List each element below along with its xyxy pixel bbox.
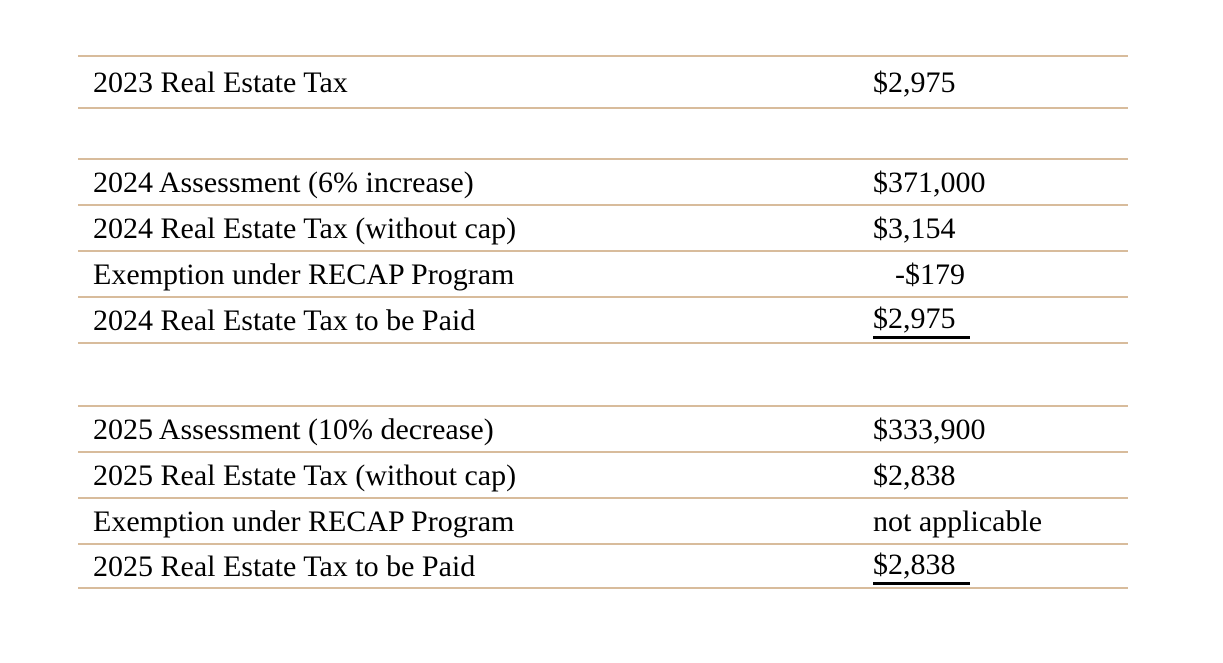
row-label: 2023 Real Estate Tax <box>93 65 348 99</box>
table-row <box>78 405 1128 451</box>
row-value <box>873 548 1128 585</box>
row-value-text: not applicable <box>873 504 1043 538</box>
row-value-text: $2,838 <box>873 458 956 492</box>
real-estate-tax-table <box>78 55 1128 589</box>
row-label: Exemption under RECAP Program <box>93 504 515 538</box>
table-row <box>78 451 1128 497</box>
table-row <box>78 204 1128 250</box>
row-label: Exemption under RECAP Program <box>93 257 515 291</box>
row-label: 2024 Real Estate Tax (without cap) <box>93 211 517 245</box>
table-row <box>78 497 1128 543</box>
table-spacer-row <box>78 107 1128 158</box>
row-value <box>873 505 1128 538</box>
row-value <box>873 459 1128 492</box>
table-row <box>78 250 1128 296</box>
row-label: 2024 Assessment (6% increase) <box>93 165 474 199</box>
table-row <box>78 158 1128 204</box>
row-value-text: -$179 <box>895 257 965 291</box>
table-row <box>78 55 1128 107</box>
row-value <box>873 166 1128 199</box>
row-value-text: $371,000 <box>873 165 986 199</box>
table-row <box>78 296 1128 342</box>
row-label: 2025 Assessment (10% decrease) <box>93 412 494 446</box>
row-value-text: $3,154 <box>873 211 956 245</box>
table-spacer-row <box>78 342 1128 405</box>
row-label: 2024 Real Estate Tax to be Paid <box>93 303 476 337</box>
row-value <box>873 302 1128 339</box>
row-value-text: $2,975 <box>873 302 970 339</box>
row-label: 2025 Real Estate Tax to be Paid <box>93 549 476 583</box>
row-label: 2025 Real Estate Tax (without cap) <box>93 458 517 492</box>
row-value-text: $2,975 <box>873 65 956 99</box>
row-value <box>873 258 1128 291</box>
row-value <box>873 413 1128 446</box>
row-value <box>873 212 1128 245</box>
row-value-text: $2,838 <box>873 548 970 585</box>
row-value-text: $333,900 <box>873 412 986 446</box>
row-value <box>873 66 1128 99</box>
table-row <box>78 543 1128 589</box>
